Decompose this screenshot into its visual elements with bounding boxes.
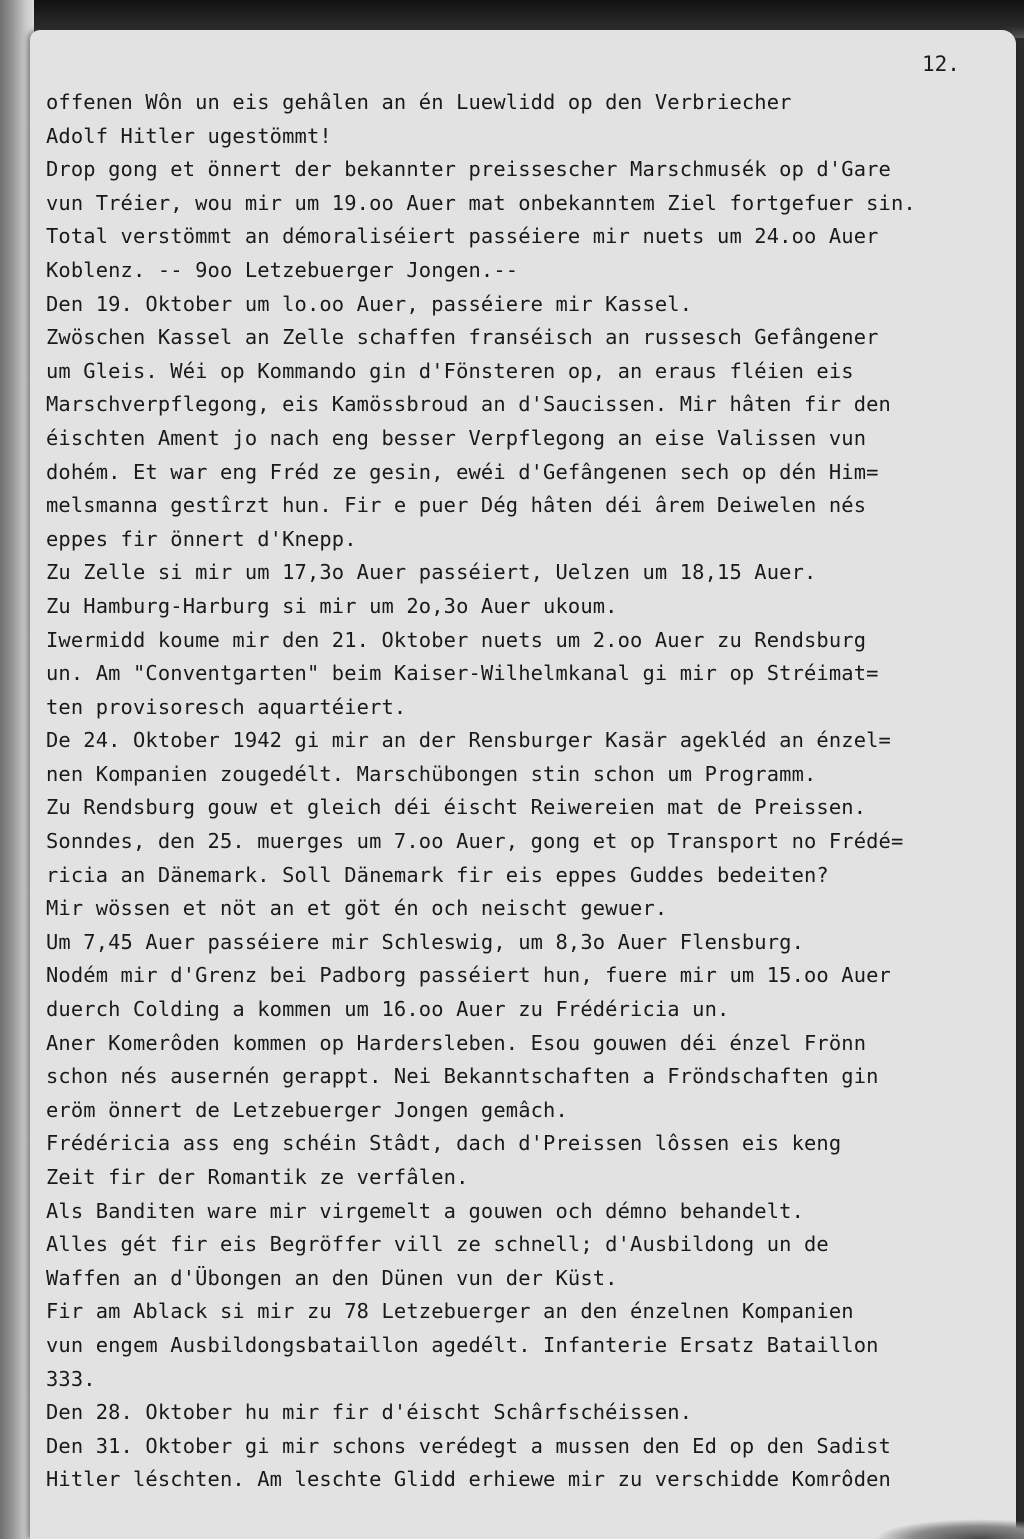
text-line: duerch Colding a kommen um 16.oo Auer zu Frédéricia un. <box>46 997 730 1022</box>
text-line: Zu Zelle si mir um 17,3o Auer passéiert, Uelzen um 18,15 Auer. <box>46 560 817 585</box>
text-line: Zeit fir der Romantik ze verfâlen. <box>46 1165 469 1189</box>
text-line: Um 7,45 Auer passéiere mir Schleswig, um 8,3o Auer Flensburg. <box>46 929 804 954</box>
text-line: Den 19. Oktober um lo.oo Auer, passéiere mir Kassel. <box>46 291 693 316</box>
text-line: Den 28. Oktober hu mir fir d'éischt Schârfschéissen. <box>46 1400 693 1425</box>
text-line: eppes fir önnert d'Knepp. <box>46 526 357 551</box>
text-line: vun engem Ausbildongsbataillon agedélt. Infanterie Ersatz Bataillon <box>46 1332 879 1357</box>
text-line: um Gleis. Wéi op Kommando gin d'Fönsteren op, an eraus fléien eis <box>46 358 854 383</box>
text-line: Sonndes, den 25. muerges um 7.oo Auer, gong et op Transport no Frédé= <box>46 829 904 854</box>
text-line: nen Kompanien zougedélt. Marschübongen stin schon um Programm. <box>46 761 817 786</box>
page-number: 12. <box>922 52 960 76</box>
text-line: Aner Komerôden kommen op Hardersleben. Esou gouwen déi énzel Frönn <box>46 1030 867 1055</box>
binding-edge <box>0 0 34 1539</box>
text-line: offenen Wôn un eis gehâlen an én Luewlidd op den Verbriecher <box>46 90 792 114</box>
text-line: Als Banditen ware mir virgemelt a gouwen och démno behandelt. <box>46 1198 804 1223</box>
text-line: vun Tréier, wou mir um 19.oo Auer mat onbekanntem Ziel fortgefuer sin. <box>46 190 916 215</box>
text-line: Adolf Hitler ugestömmt! <box>46 123 332 148</box>
text-line: De 24. Oktober 1942 gi mir an der Rensburger Kasär agekléd an énzel= <box>46 728 891 753</box>
text-line: Nodém mir d'Grenz bei Padborg passéiert hun, fuere mir um 15.oo Auer <box>46 963 891 988</box>
text-line: Marschverpflegong, eis Kamössbroud an d'Saucissen. Mir hâten fir den <box>46 392 891 417</box>
text-line: Fir am Ablack si mir zu 78 Letzebuerger an den énzelnen Kompanien <box>46 1299 854 1324</box>
text-line: melsmanna gestîrzt hun. Fir e puer Dég hâten déi ârem Deiwelen nés <box>46 493 867 518</box>
page-corner-shadow <box>874 1519 1024 1539</box>
page-body-text <box>46 86 996 1497</box>
text-line: eröm önnert de Letzebuerger Jongen gemâch. <box>46 1097 568 1122</box>
text-line: dohém. Et war eng Fréd ze gesin, ewéi d'Gefângenen sech op dén Him= <box>46 459 879 484</box>
text-line: Zu Rendsburg gouw et gleich déi éischt Reiwereien mat de Preissen. <box>46 795 867 820</box>
text-line: Total verstömmt an démoraliséiert passéiere mir nuets um 24.oo Auer <box>46 224 879 249</box>
text-line: un. Am "Conventgarten" beim Kaiser-Wilhelmkanal gi mir op Stréimat= <box>46 661 879 686</box>
text-line: Zu Hamburg-Harburg si mir um 2o,3o Auer ukoum. <box>46 593 618 618</box>
text-line: Zwöschen Kassel an Zelle schaffen franséisch an russesch Gefângener <box>46 325 879 350</box>
text-line: Mir wössen et nöt an et göt én och neischt gewuer. <box>46 896 668 921</box>
text-line: Hitler léschten. Am leschte Glidd erhiewe mir zu verschidde Komrôden <box>46 1467 891 1492</box>
text-line: Den 31. Oktober gi mir schons verédegt a mussen den Ed op den Sadist <box>46 1433 891 1458</box>
text-line: Frédéricia ass eng schéin Stâdt, dach d'Preissen lôssen eis keng <box>46 1131 842 1156</box>
text-line: Koblenz. -- 9oo Letzebuerger Jongen.-- <box>46 257 519 282</box>
text-line: ten provisoresch aquartéiert. <box>46 694 407 719</box>
text-line: schon nés ausernén gerappt. Nei Bekanntschaften a Fröndschaften gin <box>46 1064 879 1089</box>
text-line: Waffen an d'Übongen an den Dünen vun der Küst. <box>46 1265 618 1290</box>
text-line: Iwermidd koume mir den 21. Oktober nuets um 2.oo Auer zu Rendsburg <box>46 627 867 652</box>
text-line: 333. <box>46 1366 96 1391</box>
text-line: ricia an Dänemark. Soll Dänemark fir eis eppes Guddes bedeiten? <box>46 862 829 887</box>
text-line: Alles gét fir eis Begröffer vill ze schnell; d'Ausbildong un de <box>46 1232 829 1257</box>
text-line: éischten Ament jo nach eng besser Verpflegong an eise Valissen vun <box>46 425 867 450</box>
text-line: Drop gong et önnert der bekannter preissescher Marschmusék op d'Gare <box>46 157 891 182</box>
